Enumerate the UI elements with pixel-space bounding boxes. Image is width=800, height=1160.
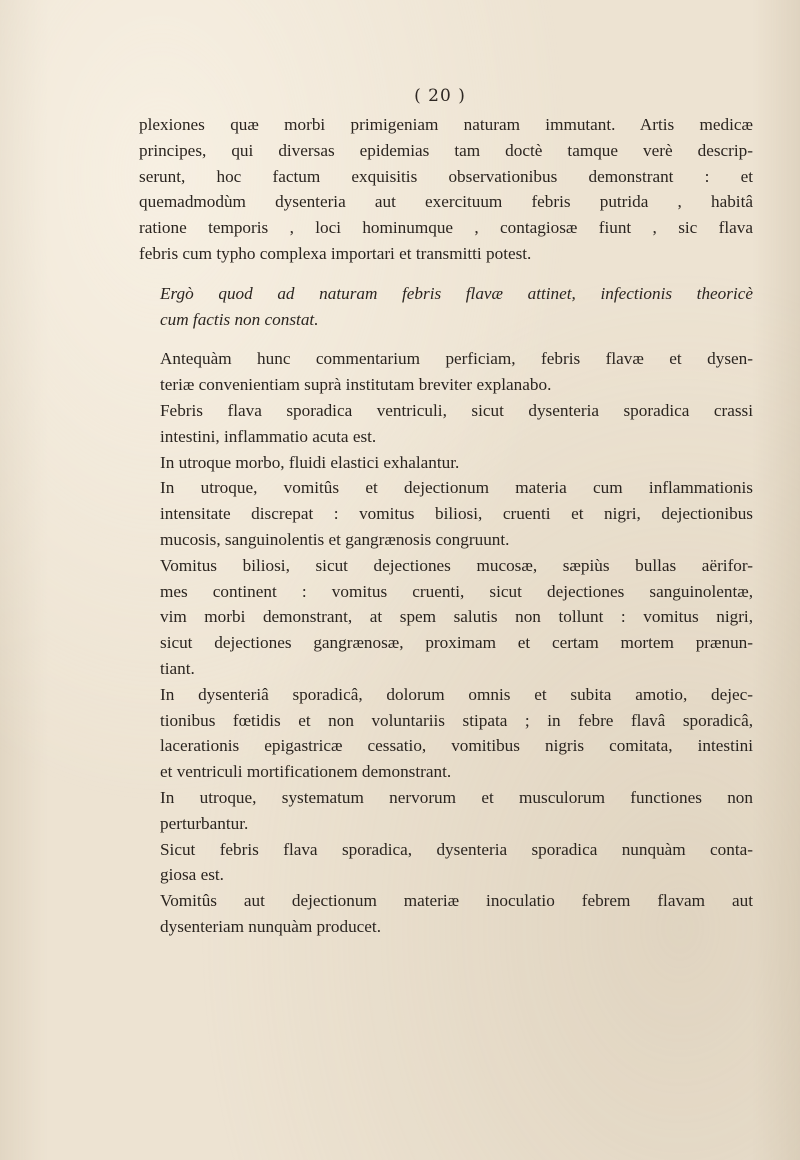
text-line: intestini, inflammatio acuta est. — [160, 426, 377, 446]
text-line: Vomitûs aut dejectionum materiæ inoculatio febrem flavam aut — [160, 891, 753, 911]
text-line: cum factis non constat. — [160, 309, 319, 329]
text-line: et ventriculi mortificationem demonstrant. — [160, 762, 452, 782]
text-line: tionibus fœtidis et non voluntariis stipata ; in febre flavâ sporadicâ, — [160, 710, 753, 730]
text-line: serunt, hoc factum exquisitis observationibus demonstrant : et — [139, 166, 753, 186]
text-line: perturbantur. — [160, 813, 249, 833]
text-line: Vomitus biliosi, sicut dejectiones mucosæ, sæpiùs bullas aërifor- — [160, 555, 753, 575]
text-line: principes, qui diversas epidemias tam doctè tamque verè descrip- — [139, 140, 753, 160]
paragraph-mortification — [139, 682, 753, 785]
text-line: giosa est. — [160, 865, 224, 885]
text-line: intensitate discrepat : vomitus biliosi, cruenti et nigri, dejectionibus — [160, 504, 753, 524]
text-line: lacerationis epigastricæ cessatio, vomitibus nigris comitata, intestini — [160, 736, 753, 756]
text-line: quemadmodùm dysenteria aut exercituum febris putrida , habitâ — [139, 192, 753, 212]
text-line: Febris flava sporadica ventriculi, sicut dysenteria sporadica crassi — [160, 400, 753, 420]
text-line: In dysenteriâ sporadicâ, dolorum omnis et subita amotio, dejec- — [160, 684, 753, 704]
text-line: dysenteriam nunquàm producet. — [160, 916, 381, 936]
text-line: In utroque, systematum nervorum et musculorum functiones non — [160, 787, 753, 807]
text-line: In utroque morbo, fluidi elastici exhalantur. — [160, 452, 460, 472]
text-line: plexiones quæ morbi primigeniam naturam immutant. Artis medicæ — [139, 115, 753, 134]
paragraph-contagion — [139, 112, 753, 267]
page-number: ( 20 ) — [414, 86, 466, 106]
paragraph-fluids — [139, 450, 753, 476]
paragraph-conclusion — [139, 281, 753, 333]
text-line: mes continent : vomitus cruenti, sicut dejectiones sanguinolentæ, — [160, 581, 753, 601]
text-line: sicut dejectiones gangrænosæ, proximam et certam mortem prænun- — [160, 633, 753, 653]
body-text — [139, 112, 753, 940]
text-line: ratione temporis , loci hominumque , contagiosæ fiunt , sic flava — [139, 218, 753, 238]
paragraph-nervous-system — [139, 785, 753, 837]
paragraph-prognosis — [139, 553, 753, 682]
paragraph-non-contagious — [139, 837, 753, 889]
text-line: tiant. — [160, 658, 195, 678]
text-line: Ergò quod ad naturam febris flavæ attinet, infectionis theoricè — [160, 283, 753, 303]
text-line: Sicut febris flava sporadica, dysenteria sporadica nunquàm conta- — [160, 839, 753, 859]
paragraph-inflammation — [139, 398, 753, 450]
paragraph-comparison-intro — [139, 346, 753, 398]
text-line: In utroque, vomitûs et dejectionum materia cum inflammationis — [160, 478, 753, 498]
text-line: mucosis, sanguinolentis et gangrænosis congruunt. — [160, 529, 510, 549]
text-line: febris cum typho complexa importari et transmitti potest. — [139, 243, 532, 263]
text-line: Antequàm hunc commentarium perficiam, febris flavæ et dysen- — [160, 349, 753, 369]
paragraph-inoculation — [139, 888, 753, 940]
paragraph-vomitus-dejections — [139, 475, 753, 552]
text-line: vim morbi demonstrant, at spem salutis non tollunt : vomitus nigri, — [160, 607, 753, 627]
text-line: teriæ convenientiam suprà institutam breviter explanabo. — [160, 375, 552, 395]
